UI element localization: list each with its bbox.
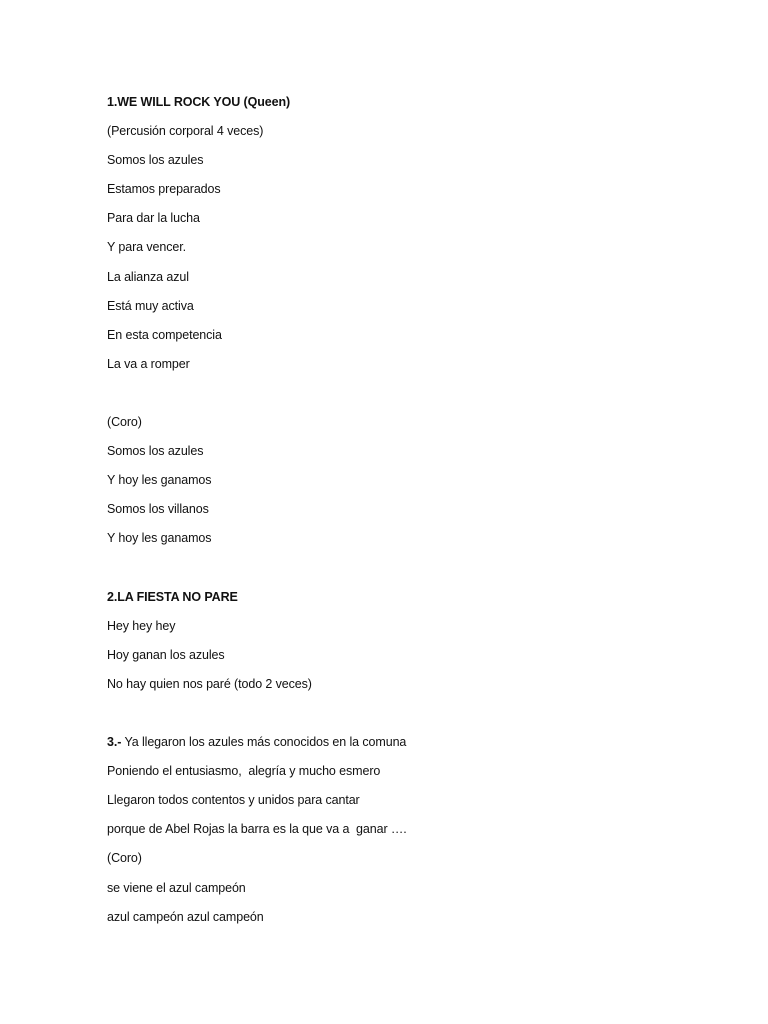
- song3-chorus-line: azul campeón azul campeón: [107, 909, 264, 924]
- song3-line: Llegaron todos contentos y unidos para cantar: [107, 793, 360, 808]
- song1-title-name: WE WILL ROCK YOU: [117, 95, 241, 109]
- song1-title-artist: (Queen): [243, 95, 291, 109]
- song3-first-line: [107, 728, 707, 757]
- song3-chorus-label: (Coro): [107, 851, 142, 866]
- song3-first-line-text: Ya llegaron los azules más conocidos en la comuna: [121, 735, 407, 750]
- blank-line: [107, 379, 707, 408]
- song2-line: Hoy ganan los azules: [107, 647, 225, 662]
- song1-verse-line: Somos los azules: [107, 153, 204, 168]
- song1-chorus-line: Y hoy les ganamos: [107, 473, 212, 488]
- song3-chorus-line: se viene el azul campeón: [107, 880, 246, 895]
- song2-title: 2.LA FIESTA NO PARE: [107, 589, 238, 604]
- song1-verse-line: Para dar la lucha: [107, 211, 200, 226]
- song1-verse-line: La alianza azul: [107, 269, 189, 284]
- song2-line: No hay quien nos paré (todo 2 veces): [107, 676, 312, 691]
- song1-verse-line: La va a romper: [107, 356, 190, 371]
- song1-verse-line: Estamos preparados: [107, 182, 221, 197]
- blank-line: [107, 699, 707, 728]
- song1-verse-line: En esta competencia: [107, 327, 222, 342]
- song1-title-number: 1.: [107, 95, 118, 109]
- song1-chorus-line: Somos los azules: [107, 444, 204, 459]
- song1-chorus-line: Somos los villanos: [107, 502, 209, 517]
- song3-line: porque de Abel Rojas la barra es la que va a ganar ….: [107, 822, 407, 837]
- song1-title: [107, 88, 707, 117]
- song1-chorus-label: (Coro): [107, 415, 142, 430]
- song3-line: Poniendo el entusiasmo, alegría y mucho esmero: [107, 764, 381, 779]
- song1-verse-line: Y para vencer.: [107, 240, 186, 255]
- blank-line: [107, 554, 707, 583]
- song3-number: 3.-: [107, 735, 122, 750]
- song1-verse-line: Está muy activa: [107, 298, 194, 313]
- song2-line: Hey hey hey: [107, 618, 176, 633]
- lyrics-content: [107, 88, 707, 932]
- song1-intro: (Percusión corporal 4 veces): [107, 124, 264, 139]
- song1-chorus-line: Y hoy les ganamos: [107, 531, 212, 546]
